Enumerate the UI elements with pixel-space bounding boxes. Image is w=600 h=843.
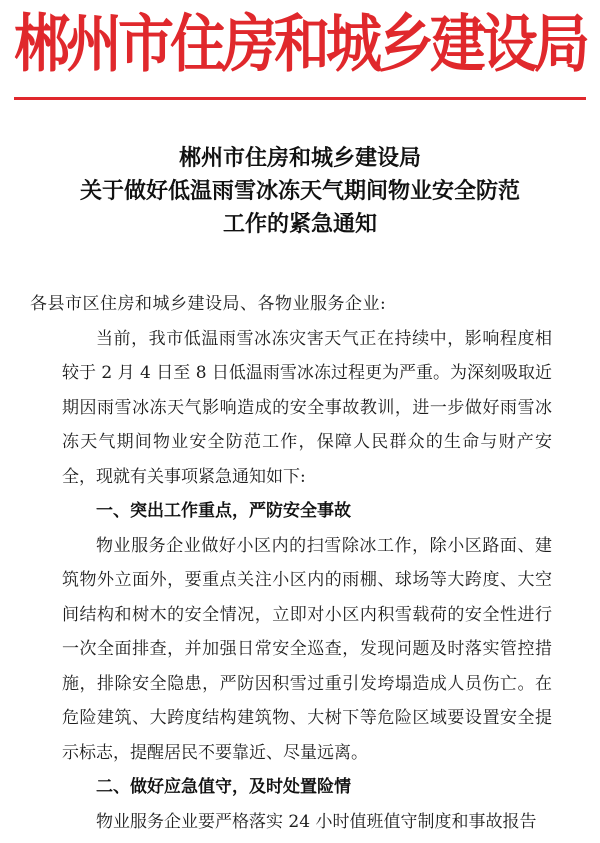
title-line-2: 关于做好低温雨雪冰冻天气期间物业安全防范 — [79, 178, 520, 204]
letterhead-red-rule — [14, 97, 586, 100]
notice-body — [30, 287, 552, 839]
title-line-1: 郴州市住房和城乡建设局 — [178, 145, 421, 171]
title-line-3: 工作的紧急通知 — [222, 211, 377, 237]
letterhead-org-name: 郴州市住房和城乡建设局 — [14, 8, 586, 82]
section-2-heading: 二、做好应急值守，及时处置险情 — [96, 777, 351, 797]
notice-title — [0, 142, 600, 241]
section-2-paragraph: 物业服务企业要严格落实 24 小时值班值守制度和事故报告 — [96, 811, 537, 832]
intro-paragraph: 当前，我市低温雨雪冰冻灾害天气正在持续中，影响程度相较于 2 月 4 日至 8 日低温雨雪冰冻过程更为严重。为深刻吸取近期因雨雪冰冻天气影响造成的安全事故教训，进一步做好雨雪冰冻天气期间物业安全防范工作，保障人民群众的生命与财产安全，现就有关事项紧急通知如下: — [62, 328, 552, 487]
section-1-paragraph: 物业服务企业做好小区内的扫雪除冰工作，除小区路面、建筑物外立面外，要重点关注小区内的雨棚、球场等大跨度、大空间结构和树木的安全情况，立即对小区内积雪载荷的安全性进行一次全面排查，并加强日常安全巡查，发现问题及时落实管控措施，排除安全隐患，严防因积雪过重引发垮塌造成人员伤亡。在危险建筑、大跨度结构建筑物、大树下等危险区域要设置安全提示标志，提醒居民不要靠近、尽量远离。 — [62, 535, 552, 763]
section-1-heading: 一、突出工作重点，严防安全事故 — [96, 501, 351, 521]
salutation: 各县市区住房和城乡建设局、各物业服务企业: — [30, 294, 387, 314]
